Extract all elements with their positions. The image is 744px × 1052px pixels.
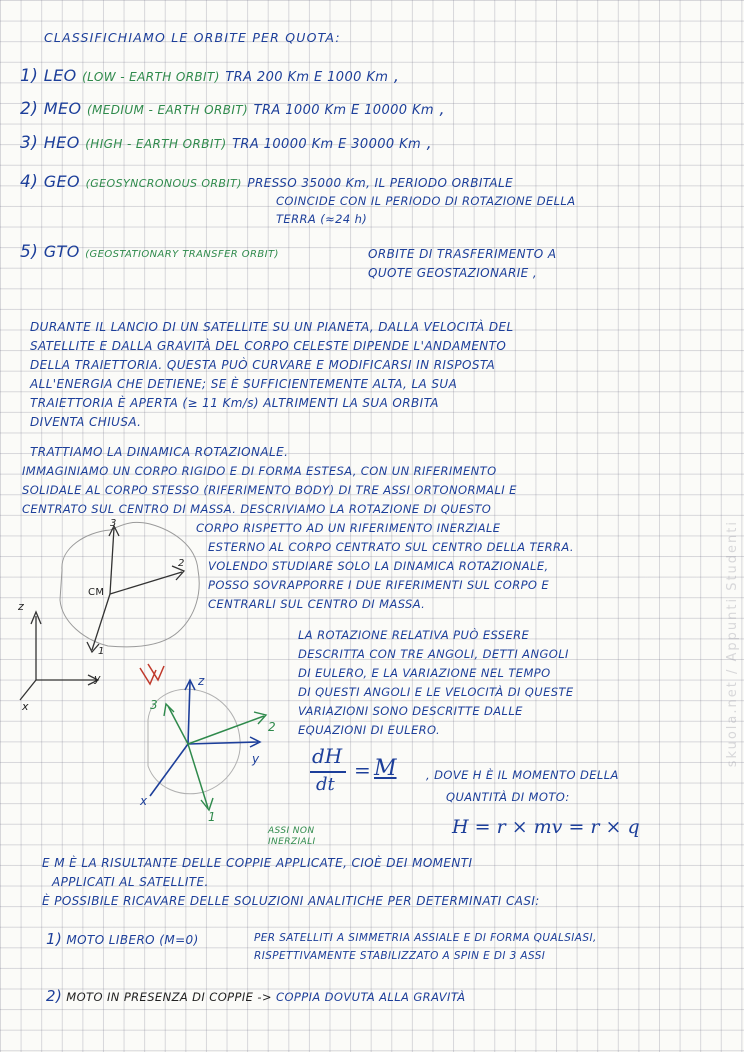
orbit-item-gto: 5) GTO (GEOSTATIONARY TRANSFER ORBIT) (20, 242, 279, 262)
orbit-geo-desc-2: COINCIDE CON IL PERIODO DI ROTAZIONE DELLA (276, 194, 576, 208)
paragraph-line: SATELLITE E DALLA GRAVITÀ DEL CORPO CELESTE DIPENDE L'ANDAMENTO (30, 339, 507, 353)
orbit-item-meo: 2) MEO (MEDIUM - EARTH ORBIT) TRA 1000 Km E 10000 Km , (20, 99, 445, 119)
paragraph-line: ALL'ENERGIA CHE DETIENE; SE È SUFFICIENTEMENTE ALTA, LA SUA (30, 377, 458, 391)
body-axis-2 (110, 572, 182, 594)
orbit-geo-desc-3: TERRA (≈24 h) (276, 212, 368, 226)
axis-label: 2 (178, 558, 185, 569)
axis-label: x (22, 700, 29, 713)
paragraph-line: VOLENDO STUDIARE SOLO LA DINAMICA ROTAZIONALE, (208, 559, 549, 573)
body-axis-1 (92, 594, 110, 650)
paragraph-line: SOLIDALE AL CORPO STESSO (RIFERIMENTO BODY) DI TRE ASSI ORTONORMALI E (22, 483, 517, 497)
center-of-mass-label: CM (88, 587, 105, 598)
axis-label: z (198, 674, 205, 688)
paragraph-line: ESTERNO AL CORPO CENTRATO SUL CENTRO DELLA TERRA. (208, 540, 574, 554)
paragraph-line: CENTRATO SUL CENTRO DI MASSA. DESCRIVIAMO LA ROTAZIONE DI QUESTO (22, 502, 492, 516)
paragraph-line: È POSSIBILE RICAVARE DELLE SOLUZIONI ANALITICHE PER DETERMINATI CASI: (42, 894, 540, 908)
attention-arrow-icon (140, 664, 164, 684)
axis-label: 1 (98, 646, 105, 657)
axis-label: 3 (110, 518, 117, 529)
axis-label: y (252, 752, 260, 766)
non-inertial-axes-note: ASSI NON INERZIALI (268, 826, 316, 847)
axis-label: x (140, 794, 148, 808)
case-free-desc-2: RISPETTIVAMENTE STABILIZZATO A SPIN E DI 3 ASSI (254, 950, 546, 962)
axis-label: z (18, 600, 25, 613)
frame2-body-axis-3 (168, 706, 188, 744)
paragraph-line: DI EULERO, E LA VARIAZIONE NEL TEMPO (298, 666, 551, 680)
momentum-equation: H = r × mv = r × q (452, 816, 640, 838)
axis-label: 3 (150, 698, 159, 712)
body-axis-3 (110, 528, 114, 594)
frame2-axis-z (188, 682, 190, 744)
formula-rhs: M (374, 756, 397, 781)
paragraph-line: CORPO RISPETTO AD UN RIFERIMENTO INERZIALE (196, 521, 501, 535)
frame2-body-axis-1 (188, 744, 208, 808)
watermark: skuola.net / Appunti Studenti (725, 520, 740, 768)
orbit-gto-desc: ORBITE DI TRASFERIMENTO A (368, 247, 557, 261)
paragraph-line: APPLICATI AL SATELLITE. (52, 875, 209, 889)
case-item-free-motion: 1) MOTO LIBERO (M=0) (46, 930, 199, 948)
orbit-item-heo: 3) HEO (HIGH - EARTH ORBIT) TRA 10000 Km E 30000 Km , (20, 133, 433, 153)
paragraph-line: E M È LA RISULTANTE DELLE COPPIE APPLICATE, CIOÈ DEI MOMENTI (42, 856, 473, 870)
paragraph-line: VARIAZIONI SONO DESCRITTE DALLE (298, 704, 523, 718)
paragraph-line: TRAIETTORIA È APERTA (≥ 11 Km/s) ALTRIMENTI LA SUA ORBITA (30, 396, 439, 410)
paragraph-line: POSSO SOVRAPPORRE I DUE RIFERIMENTI SUL CORPO E (208, 578, 550, 592)
paragraph-line: LA ROTAZIONE RELATIVA PUÒ ESSERE (298, 628, 530, 642)
page-title: CLASSIFICHIAMO LE ORBITE PER QUOTA: (44, 30, 341, 45)
inertial-axis-x (20, 680, 36, 700)
frame2-axis-x (150, 744, 188, 796)
orbit-item-leo: 1) LEO (LOW - EARTH ORBIT) TRA 200 Km E 1000 Km , (20, 66, 400, 86)
case-item-torques: 2) MOTO IN PRESENZA DI COPPIE -> COPPIA DOVUTA ALLA GRAVITÀ (46, 987, 466, 1005)
paragraph-line: DURANTE IL LANCIO DI UN SATELLITE SU UN PIANETA, DALLA VELOCITÀ DEL (30, 320, 514, 334)
frame2-body-axis-2 (188, 716, 264, 744)
axis-label: 2 (268, 720, 277, 734)
section-heading: TRATTIAMO LA DINAMICA ROTAZIONALE. (30, 445, 289, 459)
paragraph-line: IMMAGINIAMO UN CORPO RIGIDO E DI FORMA ESTESA, CON UN RIFERIMENTO (22, 464, 497, 478)
axis-label: 1 (208, 810, 217, 824)
paragraph-line: DESCRITTA CON TRE ANGOLI, DETTI ANGOLI (298, 647, 569, 661)
rigid-body-outline (60, 522, 199, 647)
orbit-item-geo: 4) GEO (GEOSYNCRONOUS ORBIT) PRESSO 35000 Km, IL PERIODO ORBITALE (20, 172, 514, 192)
axis-label: y (94, 672, 101, 685)
paragraph-line: DI QUESTI ANGOLI E LE VELOCITÀ DI QUESTE (298, 685, 574, 699)
paragraph-line: DIVENTA CHIUSA. (30, 415, 142, 429)
formula-numerator: dH (312, 744, 343, 768)
paragraph-line: CENTRARLI SUL CENTRO DI MASSA. (208, 597, 426, 611)
formula-comment: QUANTITÀ DI MOTO: (446, 790, 570, 804)
frame2-axis-y (188, 742, 258, 744)
paragraph-line: DELLA TRAIETTORIA. QUESTA PUÒ CURVARE E MODIFICARSI IN RISPOSTA (30, 358, 496, 372)
formula-equals: = (354, 758, 371, 782)
paragraph-line: EQUAZIONI DI EULERO. (298, 723, 441, 737)
formula-comment: , DOVE H È IL MOMENTO DELLA (426, 768, 619, 782)
formula-denominator: dt (316, 774, 335, 795)
orbit-gto-desc-2: QUOTE GEOSTAZIONARIE , (368, 266, 538, 280)
case-free-desc: PER SATELLITI A SIMMETRIA ASSIALE E DI FORMA QUALSIASI, (254, 932, 597, 944)
